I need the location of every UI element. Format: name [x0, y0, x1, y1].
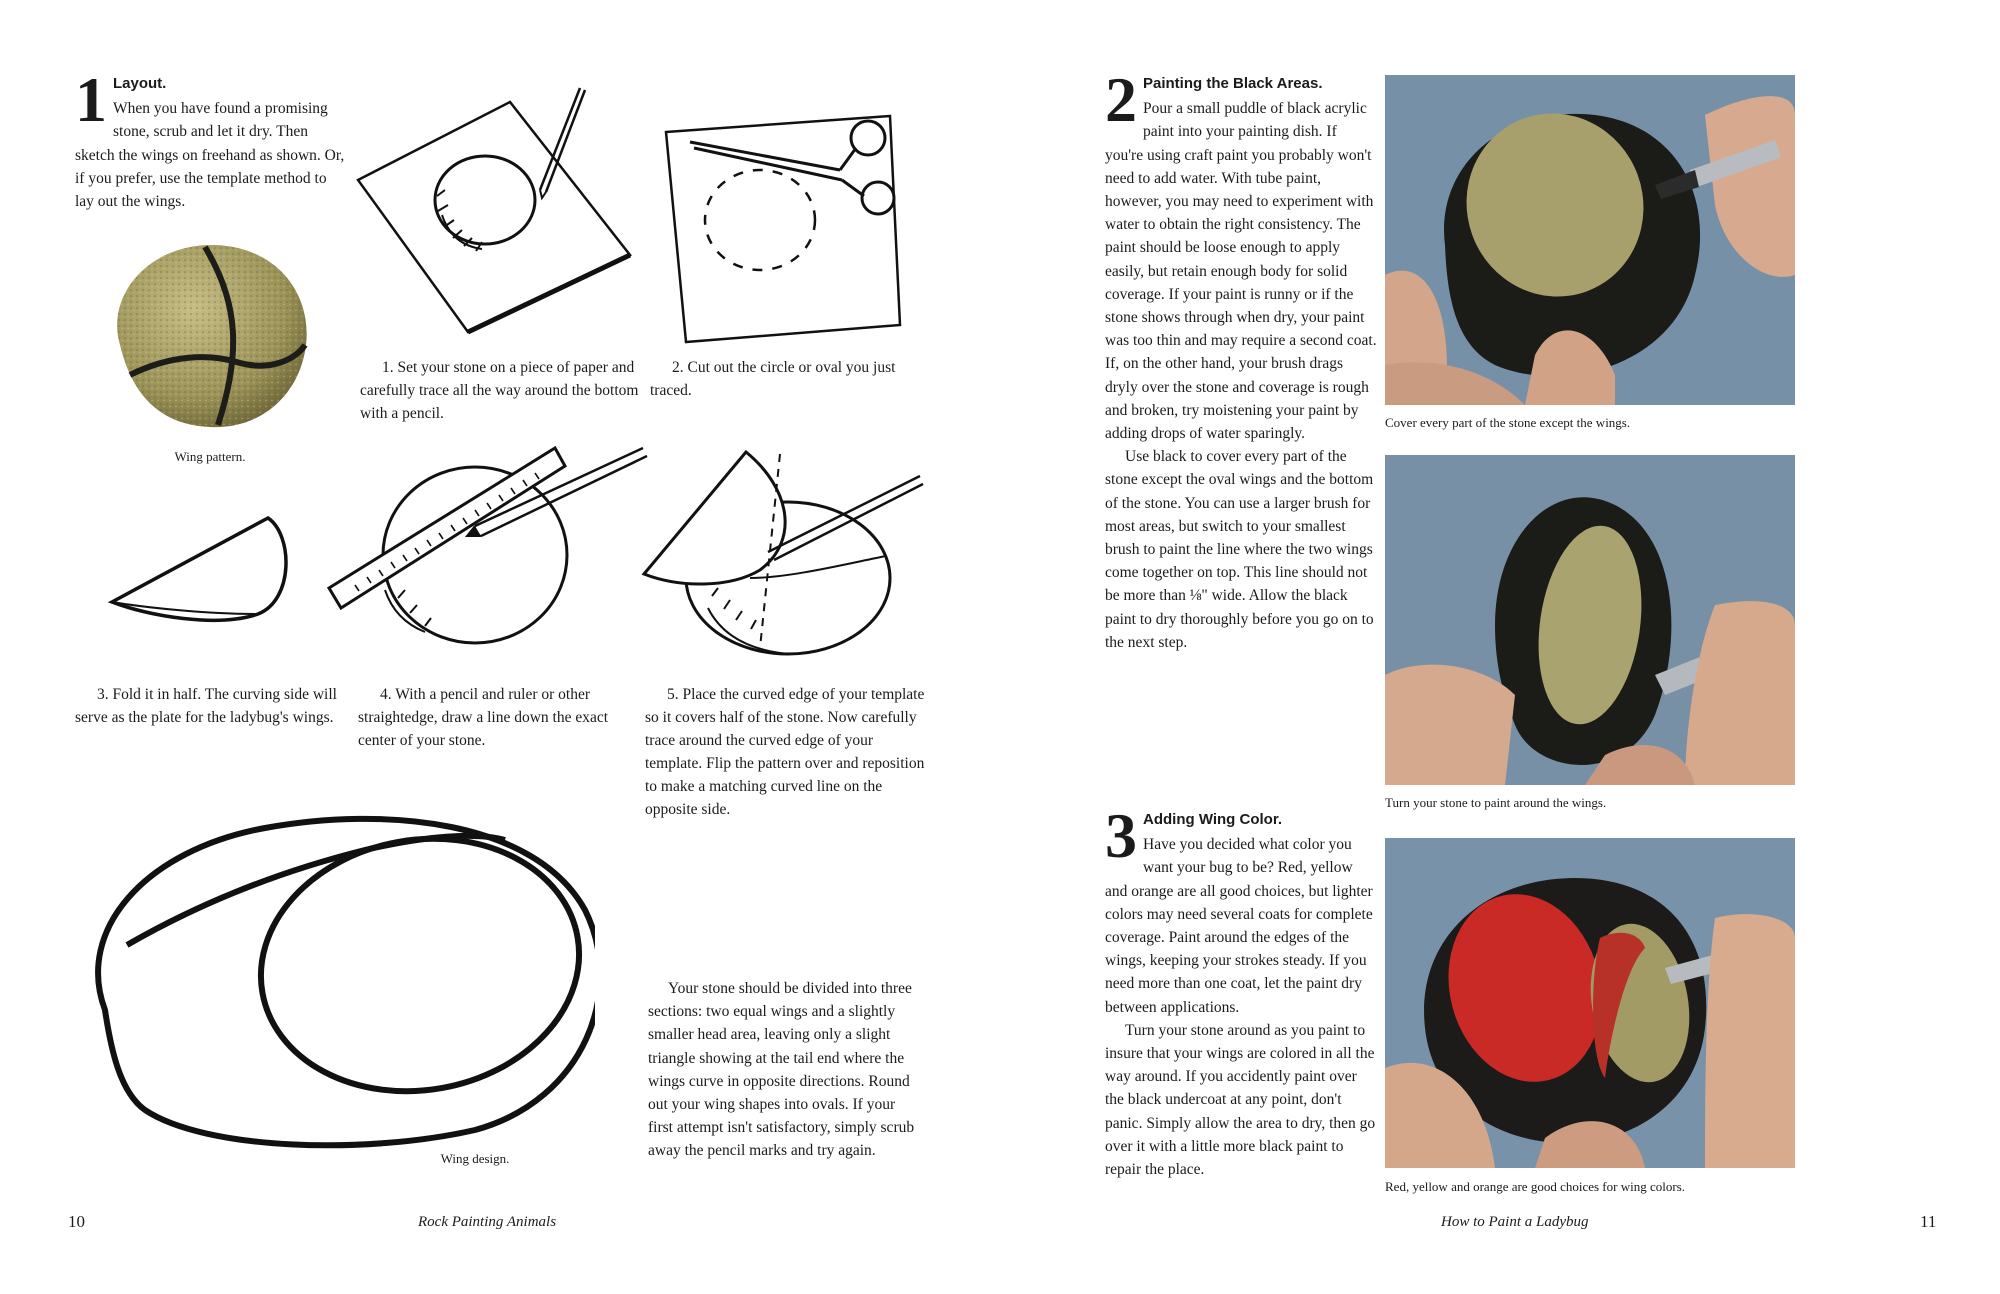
wing-pattern-stone-image — [100, 235, 318, 435]
step1-title: Layout. — [113, 75, 167, 92]
step2-para1: Pour a small puddle of black acrylic paint into your painting dish. If you're using craft paint you probably won't need to add water. With tube paint, however, you may need to experiment with water to obtain the right consistency. The paint should be loose enough to apply easily, but retain enough body for solid coverage. If your paint is runny or if the stone shows through when dry, your paint was too thin and may require a second coat. If, on the other hand, your brush drags dryly over the stone and coverage is rough and broken, try moistening your paint by adding drops of water sparingly. — [1105, 100, 1377, 443]
divide-stone-text: Your stone should be divided into three sections: two equal wings and a slightly smaller head area, leaving only a slight triangle showing at the tail end where the wings curve in opposite directions. Round out your wing shapes into ovals. If your first attempt isn't satisfactory, simply scrub away the pencil marks and try again. — [648, 980, 915, 1160]
running-head-right: How to Paint a Ladybug — [1441, 1214, 1589, 1230]
step1-block — [75, 64, 347, 213]
step3-block — [1105, 800, 1377, 1181]
step2-title: Painting the Black Areas. — [1143, 75, 1323, 92]
wing-pattern-caption: Wing pattern. — [174, 449, 246, 464]
step3-title: Adding Wing Color. — [1143, 811, 1283, 828]
page-number-left: 10 — [68, 1212, 85, 1231]
illustration-cut-circle — [660, 110, 910, 345]
wing-design-caption: Wing design. — [440, 1151, 510, 1166]
step-caption-3: 3. Fold it in half. The curving side will serve as the plate for the ladybug's wings. — [75, 686, 337, 726]
photo-caption-3: Red, yellow and orange are good choices for wing colors. — [1385, 1179, 1685, 1194]
step-caption-5: 5. Place the curved edge of your template so it covers half of the stone. Now carefully trace around the curved edge of your template. Flip the pattern over and reposition to make a matching curved line on the opposite side. — [645, 686, 925, 818]
photo-red-wing-color — [1385, 838, 1795, 1168]
illustration-trace-stone — [350, 80, 635, 340]
step2-para2: Use black to cover every part of the stone except the oval wings and the bottom of the stone. You can use a larger brush for most areas, but switch to your smallest brush to paint the line where the two wings come together on top. This line should not be more than ⅛" wide. Allow the black paint to dry thoroughly before you go on to the next step. — [1105, 448, 1374, 651]
right-page — [1005, 0, 2000, 1294]
illustration-trace-template — [640, 448, 925, 658]
illustration-fold-half — [108, 510, 293, 625]
step-caption-4: 4. With a pencil and ruler or other straightedge, draw a line down the exact center of your stone. — [358, 686, 609, 749]
photo-black-paint-cover — [1385, 75, 1795, 405]
step-caption-1: 1. Set your stone on a piece of paper and carefully trace all the way around the bottom with a pencil. — [360, 359, 639, 422]
step3-para2: Turn your stone around as you paint to insure that your wings are colored in all the way around. If you accidently paint over the black undercoat at any point, don't panic. Simply allow the area to dry, then go over it with a little more black paint to repair the place. — [1105, 1021, 1376, 1179]
step2-block — [1105, 64, 1377, 654]
step2-number: 2 — [1105, 64, 1137, 135]
photo-caption-2: Turn your stone to paint around the wings. — [1385, 795, 1607, 810]
illustration-ruler-center-line — [325, 440, 650, 650]
photo-paint-around-wings — [1385, 455, 1795, 785]
running-head-left: Rock Painting Animals — [418, 1214, 557, 1230]
step-caption-2: 2. Cut out the circle or oval you just traced. — [650, 359, 896, 399]
step1-body: When you have found a promising stone, scrub and let it dry. Then sketch the wings on freehand as shown. Or, if you prefer, use the template method to lay out the wings. — [75, 100, 345, 211]
step3-para1: Have you decided what color you want your bug to be? Red, yellow and orange are all good choices, but lighter colors may need several coats for complete coverage. Paint around the edges of the wings, keeping your strokes steady. If you need more than one coat, let the paint dry between applications. — [1105, 836, 1373, 1016]
step3-number: 3 — [1105, 800, 1137, 871]
photo-caption-1: Cover every part of the stone except the wings. — [1385, 415, 1631, 430]
page-number-right: 11 — [1920, 1212, 1937, 1231]
wing-design-drawing — [85, 810, 595, 1155]
step1-number: 1 — [75, 64, 107, 135]
